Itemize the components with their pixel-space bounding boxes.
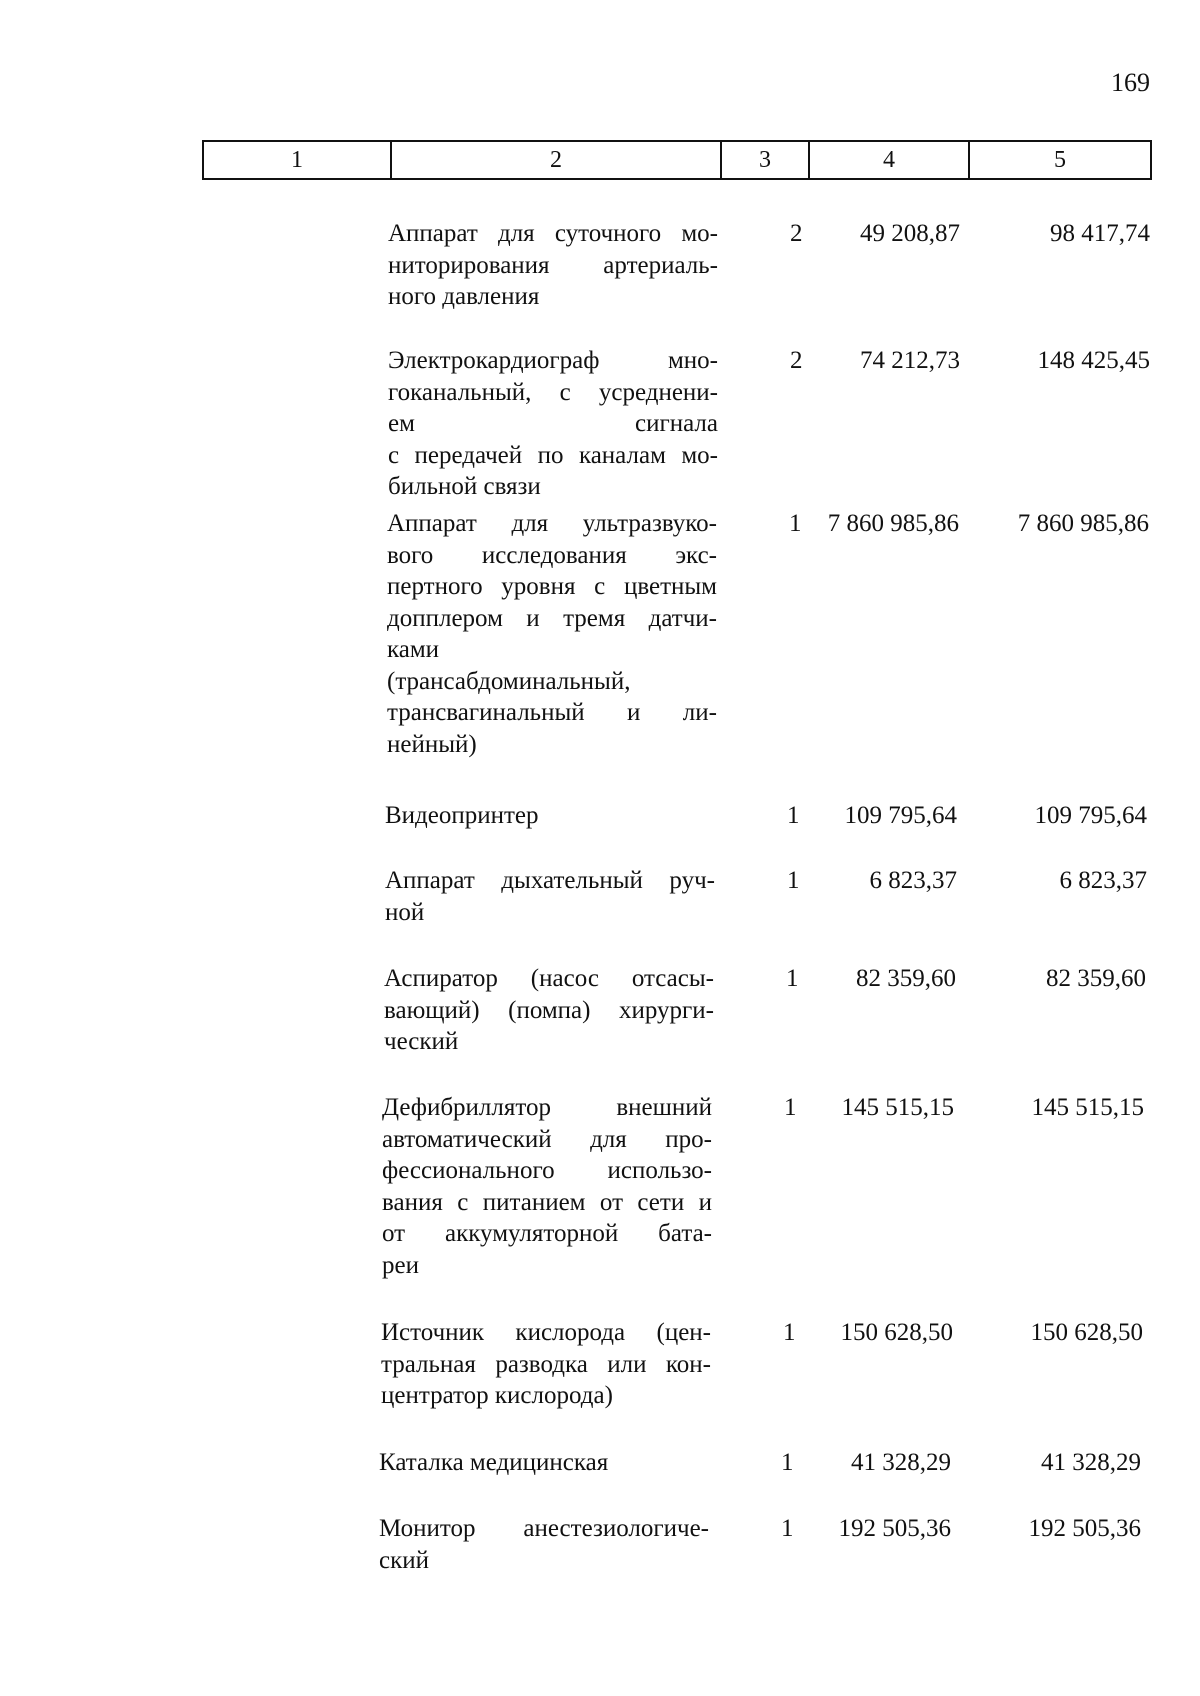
- item-quantity: 1: [787, 867, 800, 894]
- column-header-row: [203, 141, 1151, 179]
- item-description: [387, 508, 717, 760]
- item-quantity: 2: [790, 220, 803, 247]
- description-line: допплером и тремя датчи-: [387, 604, 717, 632]
- description-line: ками: [387, 636, 440, 663]
- description-line: вого исследования экс-: [387, 541, 717, 569]
- description-line: тральная разводка или кон-: [381, 1350, 711, 1378]
- item-quantity: 1: [784, 1094, 797, 1121]
- item-total: 7 860 985,86: [1017, 510, 1149, 537]
- column-header-5: 5: [969, 141, 1151, 179]
- description-line: Источник кислорода (цен-: [381, 1319, 711, 1346]
- item-quantity: 1: [781, 1515, 794, 1542]
- description-line: Аппарат для суточного мо-: [388, 220, 718, 247]
- item-total: 145 515,15: [1031, 1094, 1144, 1121]
- item-quantity: 1: [786, 965, 799, 992]
- description-line: ем сигнала: [388, 410, 718, 437]
- description-line: ного давления: [388, 283, 540, 310]
- column-header-2: 2: [391, 141, 721, 179]
- column-header-1: 1: [203, 141, 391, 179]
- item-quantity: 1: [781, 1449, 794, 1476]
- item-total: 6 823,37: [1059, 867, 1147, 894]
- item-total: 150 628,50: [1030, 1319, 1143, 1346]
- description-line: Электрокардиограф мно-: [388, 347, 718, 374]
- description-line: реи: [382, 1251, 419, 1279]
- description-line: ский: [379, 1546, 429, 1574]
- item-total: 192 505,36: [1028, 1515, 1141, 1542]
- description-line: Монитор анестезиологиче-: [379, 1515, 709, 1542]
- description-line: нейный): [387, 730, 477, 758]
- description-line: Аппарат дыхательный руч-: [385, 867, 715, 894]
- description-line: от аккумуляторной бата-: [382, 1220, 712, 1247]
- item-unit-price: 7 860 985,86: [827, 510, 959, 537]
- column-header-table: [202, 140, 1152, 180]
- item-total: 41 328,29: [1041, 1449, 1141, 1476]
- item-unit-price: 150 628,50: [840, 1319, 953, 1346]
- item-quantity: 1: [789, 510, 802, 537]
- page-number: 169: [1111, 68, 1150, 97]
- item-quantity: 1: [787, 802, 800, 829]
- description-line: Видеопринтер: [385, 802, 539, 829]
- description-line: бильной связи: [388, 473, 541, 500]
- item-description: [388, 218, 718, 313]
- item-description: [385, 865, 715, 928]
- description-line: ческий: [384, 1028, 459, 1055]
- item-description: [385, 800, 715, 832]
- item-description: [381, 1317, 711, 1412]
- item-total: 148 425,45: [1037, 347, 1150, 374]
- description-line: Каталка медицинская: [379, 1449, 609, 1476]
- description-line: фессионального использо-: [382, 1157, 712, 1184]
- description-line: Дефибриллятор внешний: [382, 1094, 712, 1121]
- description-line: с передачей по каналам мо-: [388, 441, 718, 469]
- item-unit-price: 82 359,60: [856, 965, 956, 992]
- column-header-3: 3: [721, 141, 809, 179]
- description-line: вания с питанием от сети и: [382, 1188, 712, 1216]
- description-line: ниторирования артериаль-: [388, 251, 718, 279]
- item-unit-price: 49 208,87: [860, 220, 960, 247]
- item-description: [379, 1447, 709, 1479]
- item-total: 98 417,74: [1050, 220, 1150, 247]
- item-description: [382, 1092, 712, 1281]
- item-unit-price: 74 212,73: [860, 347, 960, 374]
- item-description: [384, 963, 714, 1058]
- description-line: центратор кислорода): [381, 1382, 613, 1409]
- description-line: Аппарат для ультразвуко-: [387, 510, 717, 537]
- description-line: трансвагинальный и ли-: [387, 699, 717, 726]
- item-quantity: 2: [790, 347, 803, 374]
- item-description: [388, 345, 718, 503]
- item-unit-price: 6 823,37: [869, 867, 957, 894]
- column-header-4: 4: [809, 141, 969, 179]
- item-unit-price: 145 515,15: [841, 1094, 954, 1121]
- item-unit-price: 192 505,36: [838, 1515, 951, 1542]
- description-line: ной: [385, 898, 425, 926]
- description-line: пертного уровня с цветным: [387, 573, 717, 600]
- description-line: гоканальный, с усреднени-: [388, 378, 718, 406]
- item-unit-price: 109 795,64: [844, 802, 957, 829]
- item-total: 109 795,64: [1034, 802, 1147, 829]
- item-quantity: 1: [783, 1319, 796, 1346]
- description-line: (трансабдоминальный,: [387, 667, 631, 695]
- description-line: автоматический для про-: [382, 1125, 712, 1153]
- item-total: 82 359,60: [1046, 965, 1146, 992]
- item-description: [379, 1513, 709, 1576]
- description-line: Аспиратор (насос отсасы-: [384, 965, 714, 992]
- description-line: вающий) (помпа) хирурги-: [384, 996, 714, 1024]
- item-unit-price: 41 328,29: [851, 1449, 951, 1476]
